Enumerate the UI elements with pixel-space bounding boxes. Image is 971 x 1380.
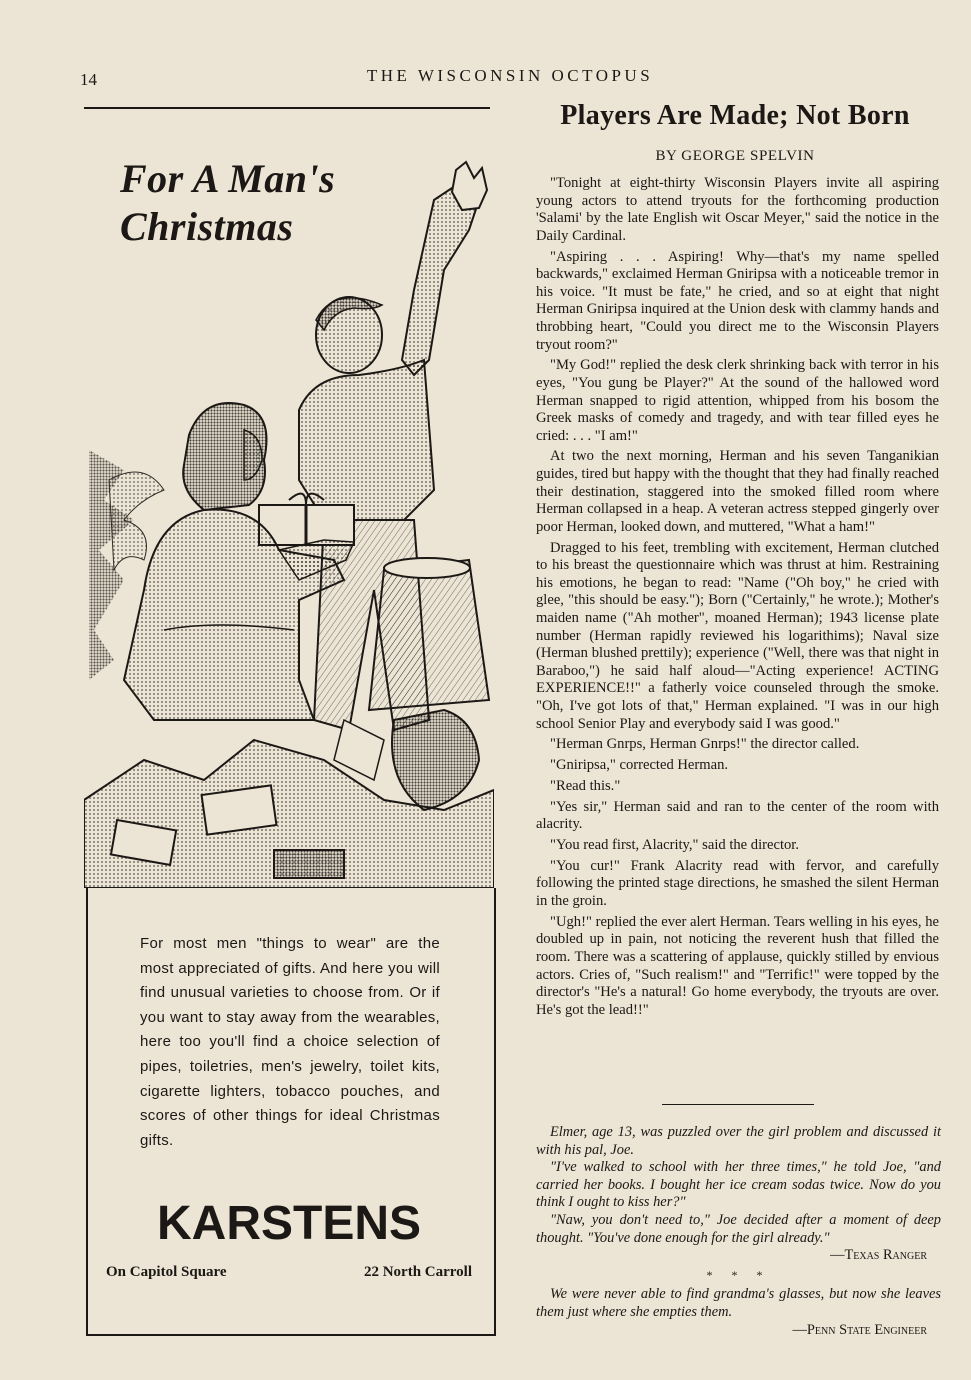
joke-credit: —Texas Ranger	[830, 1247, 927, 1264]
article-body	[536, 175, 939, 1023]
article-paragraph: "Gniripsa," corrected Herman.	[550, 757, 729, 774]
article-paragraph: "Tonight at eight-thirty Wisconsin Players invite all aspiring young actors to attend tryouts for the forthcoming production 'Salami' by the late English wit Oscar Meyer," said the notice in the Daily Cardinal.	[536, 175, 939, 244]
running-title: THE WISCONSIN OCTOPUS	[366, 66, 654, 85]
article-paragraph: "You cur!" Frank Alacrity read with fervor, and carefully following the printed stage directions, he smashed the silent Herman in the groin.	[536, 857, 939, 910]
ad-heading-line2: Christmas	[120, 204, 294, 249]
ad-location-right: 22 North Carroll	[363, 1264, 472, 1280]
article-paragraph: "Ugh!" replied the ever alert Herman. Tears welling in his eyes, he doubled up in pain, not noticing the reverent hush that filled the room. There was a scattering of applause, quickly stilled by envious actors. Cries of, "Such realism!" and "Terrific!" were topped by the director's "He's a natural! Go home everybody, the tryouts are over. He's got the lead!!"	[536, 913, 939, 1018]
joke-line: We were never able to find grandma's glasses, but now she leaves them just where she empties them.	[536, 1286, 941, 1320]
ad-brand-name: KARSTENS	[156, 1197, 422, 1250]
ad-heading-line1: For A Man's	[120, 156, 336, 201]
article-paragraph: "Read this."	[550, 777, 621, 794]
ad-heading	[120, 155, 335, 251]
joke-line: Elmer, age 13, was puzzled over the girl problem and discussed it with his pal, Joe.	[536, 1124, 941, 1158]
ad-copy-text: For most men "things to wear" are the most appreciated of gifts. And here you will find unusual varieties to choose from. Or if you want to stay away from the wearables, here too you'll find a choice selection of pipes, toiletries, men's jewelry, toilet kits, cigarette lighters, tobacco pouches, and scores of other things for ideal Christmas gifts.	[140, 935, 440, 1149]
joke-credit: —Penn State Engineer	[792, 1321, 927, 1338]
page-number: 14	[80, 70, 97, 89]
article-paragraph: "Herman Gnrps, Herman Gnrps!" the director called.	[550, 736, 860, 753]
article-paragraph: At two the next morning, Herman and his seven Tanganikian guides, tired but happy with the thought that they had finally reached their destination, staggered into the smoked filled room where Herman collapsed in a heap. A veteran actress stepped gingerly over poor Herman, looked down, and muttered, "What a ham!"	[536, 448, 939, 535]
article-paragraph: "You read first, Alacrity," said the director.	[550, 837, 800, 854]
couple-exchanging-christmas-gift-illustration	[84, 160, 494, 888]
article-paragraph: "Yes sir," Herman said and ran to the center of the room with alacrity.	[536, 798, 939, 833]
ad-location-left: On Capitol Square	[106, 1264, 227, 1280]
joke-line: "I've walked to school with her three times," he told Joe, "and carried her books. I bought her ice cream sodas twice. Now do you think I ought to kiss her?"	[536, 1159, 941, 1211]
joke-separator: * * *	[706, 1267, 771, 1282]
table-lamp	[369, 558, 489, 810]
article-end-rule	[662, 1104, 814, 1105]
jokes-section	[536, 1124, 941, 1339]
article-paragraph: Dragged to his feet, trembling with excitement, Herman clutched to his breast the questionnaire which was thrust at him. Restraining his emotions, he began to read: "Name ("Oh boy," he cried with glee, "this should be easy."); Born ("Certainly," he wrote.); Mother's maiden name ("Ah mother", moaned Herman); 1943 license plate number (Herman rapidly reviewed his logarithims); Naval size (Herman blushed prettily); experience ("Well, there was that night in Baraboo,") he said half aloud—"Acting experience! ACTING EXPERIENCE!!" a fatherly voice counseled through the smoke. "Oh, I've got lots of that," Herman explained. "I was in our high school Senior Play and everybody said I was good."	[536, 539, 939, 732]
ad-top-rule	[84, 107, 490, 109]
article-title: Players Are Made; Not Born	[560, 100, 910, 131]
article-paragraph: "Aspiring . . . Aspiring! Why—that's my name spelled backwards," exclaimed Herman Gniripsa with a noticeable tremor in his voice. "It must be fate," he cried, and so at eight that night Herman Gniripsa inquired at the Union desk with clammy hands and throbbing heart, "Could you direct me to the Wisconsin Players tryout room?"	[536, 248, 939, 353]
article-paragraph: "My God!" replied the desk clerk shrinking back with terror in his eyes, "You gung be Player?" At the sound of the hallowed word Herman snapped to rigid attention, whipped from his bosom the Greek masks of comedy and tragedy, and with tear filled eyes he cried: . . . "I am!"	[536, 357, 939, 444]
article-byline: BY GEORGE SPELVIN	[655, 148, 815, 164]
joke-line: "Naw, you don't need to," Joe decided after a moment of deep thought. "You've done enough for the girl already."	[536, 1211, 941, 1246]
